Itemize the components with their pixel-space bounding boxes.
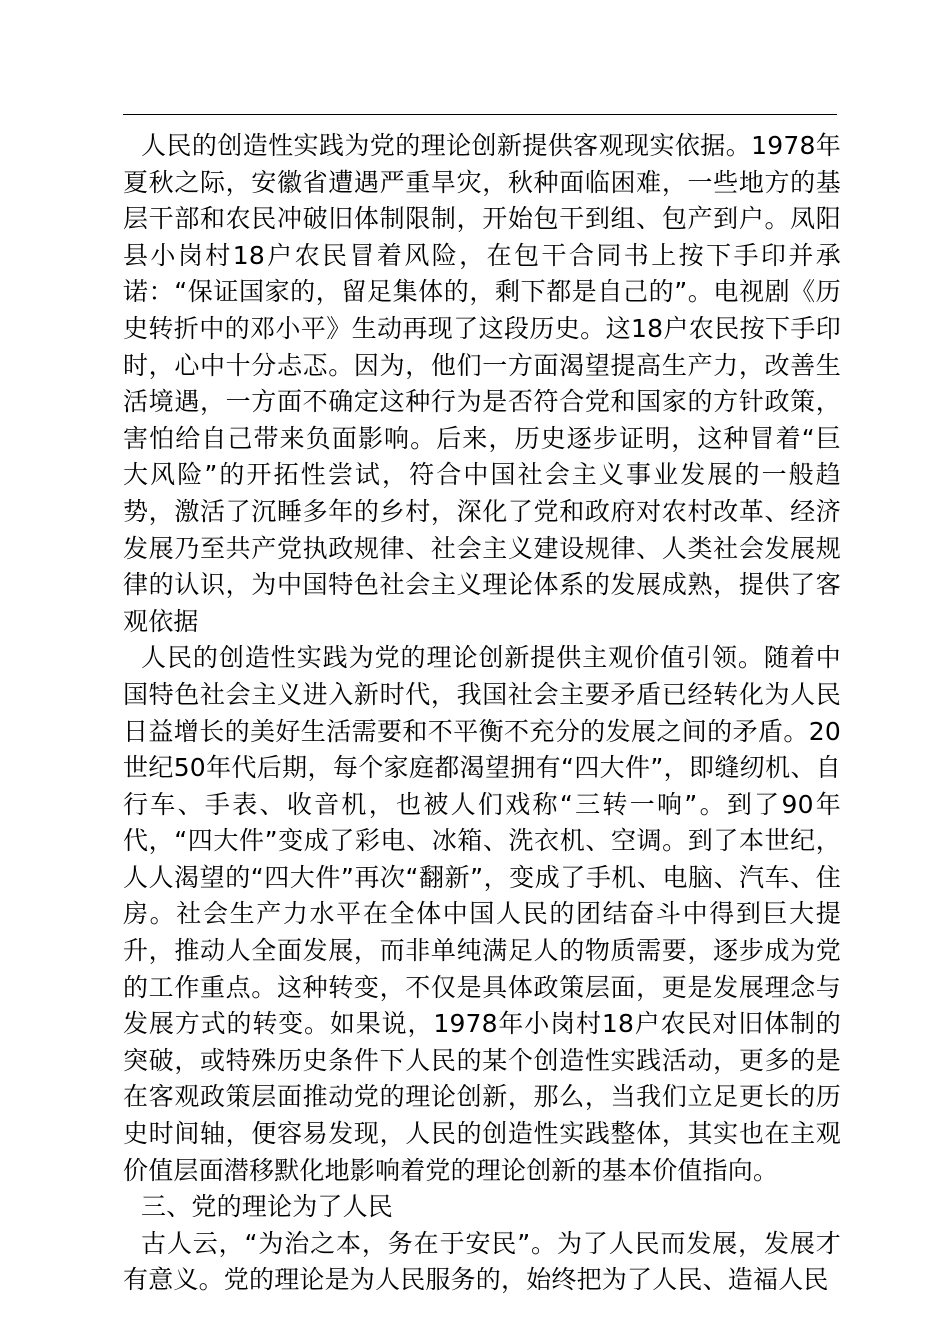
section-heading-three: 三、党的理论为了人民: [141, 1192, 394, 1222]
paragraph-practice-value-guidance: 人民的创造性实践为党的理论创新提供主观价值引领。随着中国特色社会主义进入新时代，我国社会主要矛盾已经转化为人民日益增长的美好生活需要和不平衡不充分的发展之间的矛盾。20世纪50年代后期，每个家庭都渴望拥有“四大件”，即缝纫机、自行车、手表、收音机，也被人们戏称“三转一响”。到了90年代，“四大件”变成了彩电、冰箱、洗衣机、空调。到了本世纪，人人渴望的“四大件”再次“翻新”，变成了手机、电脑、汽车、住房。社会生产力水平在全体中国人民的团结奋斗中得到巨大提升，推动人全面发展，而非单纯满足人的物质需要，逐步成为党的工作重点。这种转变，不仅是具体政策层面，更是发展理念与发展方式的转变。如果说，1978年小岗村18户农民对旧体制的突破，或特殊历史条件下人民的某个创造性实践活动，更多的是在客观政策层面推动党的理论创新，那么，当我们立足更长的历史时间轴，便容易发现，人民的创造性实践整体，其实也在主观价值层面潜移默化地影响着党的理论创新的基本价值指向。: [123, 643, 841, 1185]
paragraph-practice-objective-basis: 人民的创造性实践为党的理论创新提供客观现实依据。1978年夏秋之际，安徽省遭遇严重旱灾，秋种面临困难，一些地方的基层干部和农民冲破旧体制限制，开始包干到组、包产到户。凤阳县小岗村18户农民冒着风险，在包干合同书上按下手印并承诺：“保证国家的，留足集体的，剩下都是自己的”。电视剧《历史转折中的邓小平》生动再现了这段历史。这18户农民按下手印时，心中十分忐忑。因为，他们一方面渴望提高生产力，改善生活境遇，一方面不确定这种行为是否符合党和国家的方针政策，害怕给自己带来负面影响。后来，历史逐步证明，这种冒着“巨大风险”的开拓性尝试，符合中国社会主义事业发展的一般趋势，激活了沉睡多年的乡村，深化了党和政府对农村改革、经济发展乃至共产党执政规律、社会主义建设规律、人类社会发展规律的认识，为中国特色社会主义理论体系的发展成熟，提供了客观依据: [123, 131, 841, 636]
paragraph-for-the-people: 古人云，“为治之本，务在于安民”。为了人民而发展，发展才有意义。党的理论是为人民服务的，始终把为了人民、造福人民: [123, 1228, 841, 1295]
header-rule: [123, 114, 837, 115]
document-body: [123, 128, 841, 1299]
